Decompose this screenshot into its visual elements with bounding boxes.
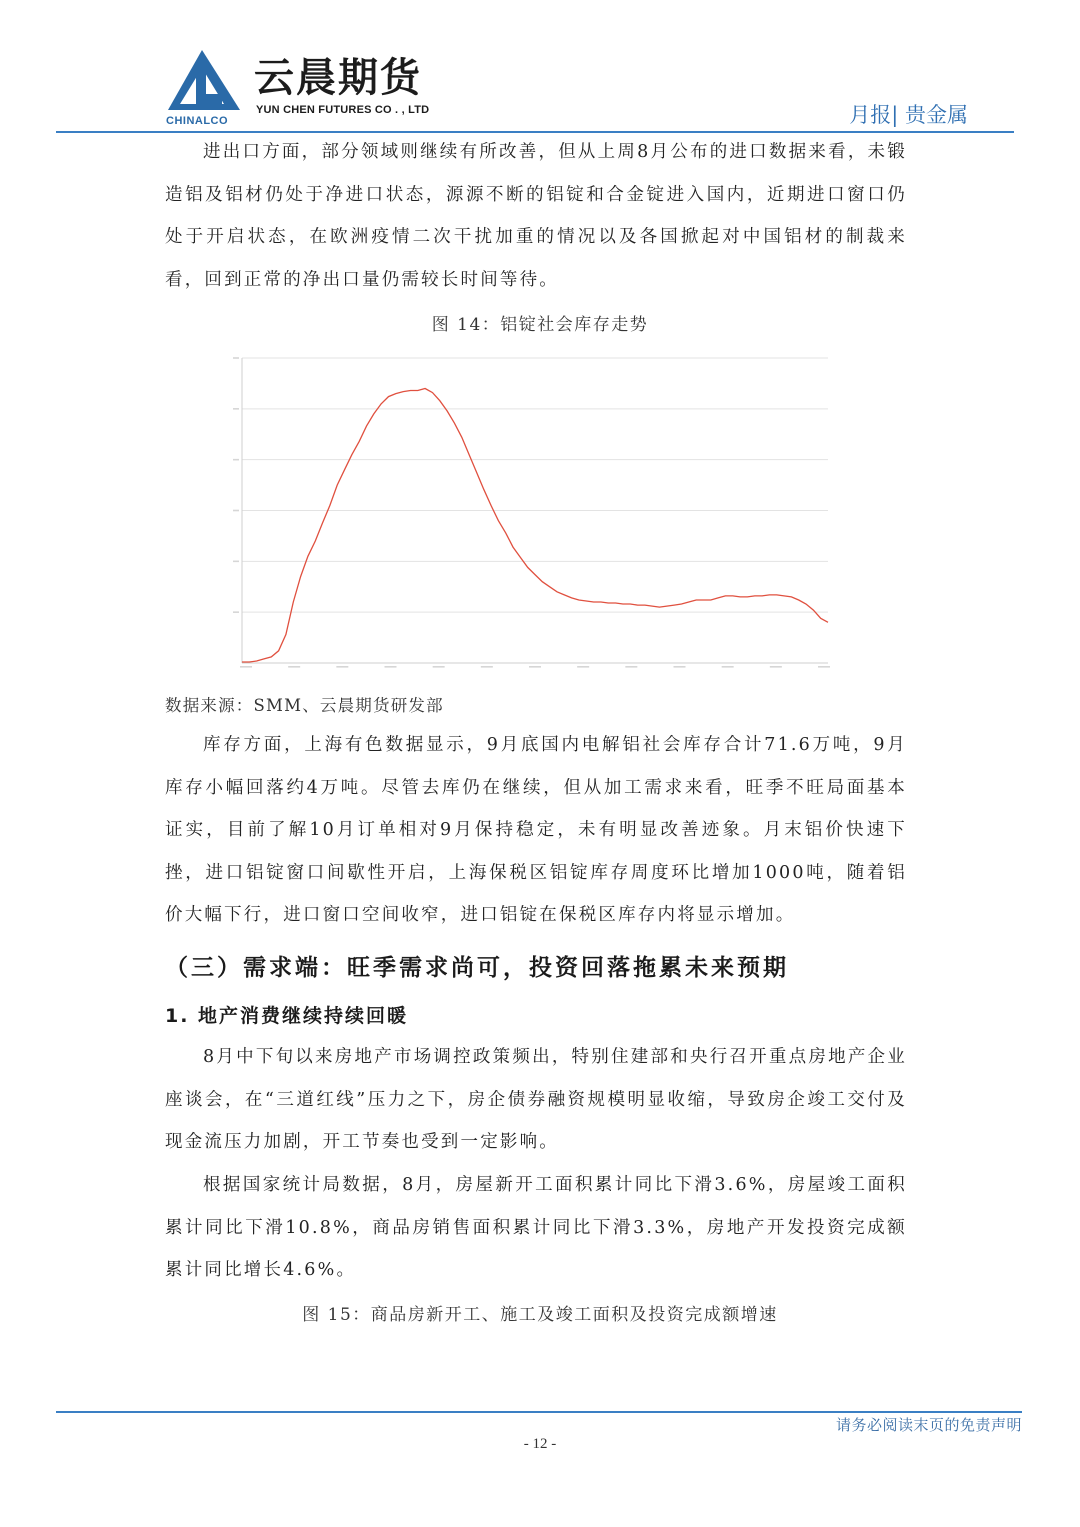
paragraph-inventory: 库存方面，上海有色数据显示，9月底国内电解铝社会库存合计71.6万吨，9月库存小幅回落约4万吨。尽管去库仍在继续，但从加工需求来看，旺季不旺局面基本证实，目前了解10月订单相对9月保持稳定，未有明显改善迹象。月末铝价快速下挫，进口铝锭窗口间歇性开启，上海保税区铝锭库存周度环比增加1000吨，随着铝价大幅下行，进口窗口空间收窄，进口铝锭在保税区库存内将显示增加。: [165, 735, 907, 925]
chart-x-tick-mark: [433, 666, 445, 668]
paragraph-import-export: 进出口方面，部分领域则继续有所改善，但从上周8月公布的进口数据来看，未锻造铝及铝材仍处于净进口状态，源源不断的铝锭和合金锭进入国内，近期进口窗口仍处于开启状态，在欧洲疫情二次干扰加重的情况以及各国掀起对中国铝材的制裁来看，回到正常的净出口量仍需较长时间等待。: [165, 142, 907, 290]
inventory-line-chart: [232, 348, 834, 678]
footer-divider: [56, 1411, 1022, 1413]
disclaimer-link[interactable]: 请务必阅读末页的免责声明: [835, 1416, 1022, 1434]
subsection-heading: 1. 地产消费继续持续回暖: [165, 1005, 409, 1027]
chart-x-tick-mark: [529, 666, 541, 668]
chart-x-tick-mark: [288, 666, 300, 668]
chart-x-tick-mark: [577, 666, 589, 668]
chart-y-tick-mark: [233, 459, 239, 461]
chart-x-tick-mark: [240, 666, 252, 668]
figure-14-caption: 图 14：铝锭社会库存走势: [431, 315, 649, 335]
chart-x-tick-mark: [818, 666, 830, 668]
chart-x-tick-mark: [481, 666, 493, 668]
chart-y-tick-mark: [233, 408, 239, 410]
chart-x-tick-mark: [336, 666, 348, 668]
paragraph-statistics: 根据国家统计局数据，8月，房屋新开工面积累计同比下滑3.6%，房屋竣工面积累计同比下滑10.8%，商品房销售面积累计同比下滑3.3%，房地产开发投资完成额累计同比增长4.6%。: [165, 1175, 907, 1280]
paragraph-real-estate-policy: 8月中下旬以来房地产市场调控政策频出，特别住建部和央行召开重点房地产企业座谈会，在“三道红线”压力之下，房企债券融资规模明显收缩，导致房企竣工交付及现金流压力加剧，开工节奏也受到一定影响。: [165, 1047, 907, 1152]
brand-name-cn: 云晨期货: [254, 55, 422, 101]
chart-x-tick-mark: [770, 666, 782, 668]
brand-name-en: YUN CHEN FUTURES CO . , LTD: [256, 104, 430, 116]
chart-tick-labels: [233, 357, 830, 667]
chart-x-tick-mark: [722, 666, 734, 668]
brand-chinalco: CHINALCO: [166, 115, 229, 127]
chart-gridlines: [242, 358, 828, 663]
page-number: - 12 -: [523, 1436, 557, 1452]
chart-y-tick-mark: [233, 510, 239, 512]
chart-y-tick-mark: [233, 611, 239, 613]
section-heading: （三）需求端：旺季需求尚可，投资回落拖累未来预期: [165, 954, 789, 981]
chart-x-tick-mark: [674, 666, 686, 668]
chart-y-tick-mark: [233, 561, 239, 563]
chart-x-tick-mark: [625, 666, 637, 668]
report-category: 月报| 贵金属: [849, 103, 968, 127]
chart-x-tick-mark: [385, 666, 397, 668]
inventory-series-line: [242, 389, 828, 663]
figure-15-caption: 图 15：商品房新开工、施工及竣工面积及投资完成额增速: [302, 1305, 778, 1325]
chart-y-tick-mark: [233, 357, 239, 359]
figure-14-source: 数据来源：SMM、云晨期货研发部: [165, 696, 444, 715]
